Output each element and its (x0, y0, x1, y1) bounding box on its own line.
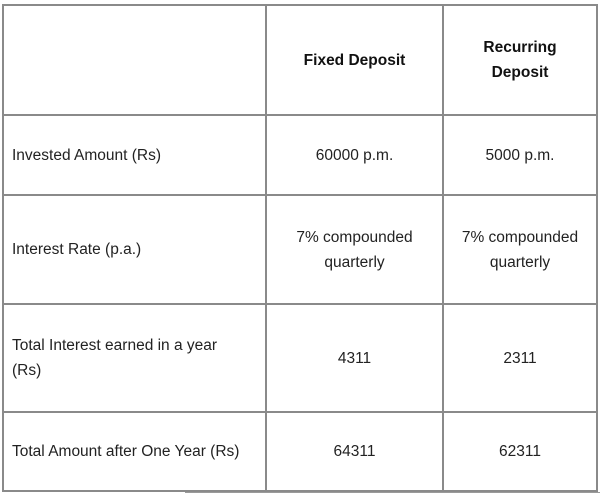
recurring-deposit-value: 7% compounded quarterly (443, 195, 597, 304)
table-row (3, 195, 597, 304)
deposit-comparison-table (2, 4, 598, 492)
table-row (3, 412, 597, 491)
header-recurring-deposit: Recurring Deposit (443, 5, 597, 115)
recurring-deposit-value: 2311 (443, 304, 597, 412)
row-label: Invested Amount (Rs) (3, 115, 266, 195)
fixed-deposit-value: 7% compounded quarterly (266, 195, 443, 304)
fixed-deposit-value: 4311 (266, 304, 443, 412)
fixed-deposit-value: 64311 (266, 412, 443, 491)
table-row (3, 115, 597, 195)
recurring-deposit-value: 62311 (443, 412, 597, 491)
row-label: Total Amount after One Year (Rs) (3, 412, 266, 491)
bottom-divider (185, 492, 600, 493)
recurring-deposit-value: 5000 p.m. (443, 115, 597, 195)
header-fixed-deposit: Fixed Deposit (266, 5, 443, 115)
row-label: Total Interest earned in a year (Rs) (3, 304, 266, 412)
header-corner-cell (3, 5, 266, 115)
fixed-deposit-value: 60000 p.m. (266, 115, 443, 195)
header-row (3, 5, 597, 115)
table-row (3, 304, 597, 412)
row-label: Interest Rate (p.a.) (3, 195, 266, 304)
